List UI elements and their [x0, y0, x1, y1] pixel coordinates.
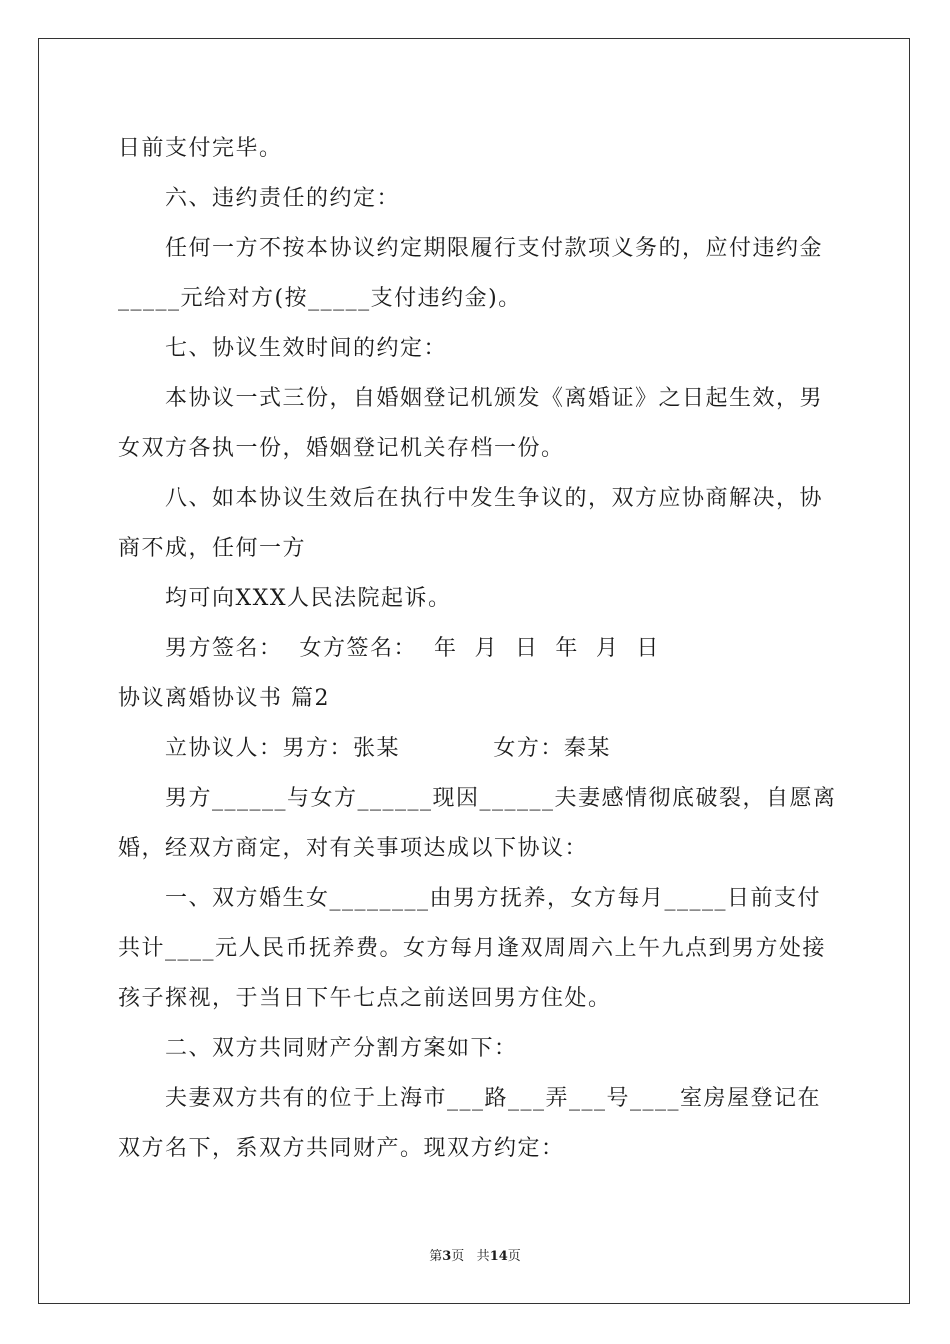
- text-line: 孩子探视，于当日下午七点之前送回男方住处。: [118, 986, 612, 1011]
- section-heading: 六、违约责任的约定：: [165, 186, 401, 211]
- text-line: 夫妻双方共有的位于上海市___路___弄___号____室房屋登记在: [165, 1086, 822, 1111]
- total-page-count: 14: [489, 1249, 508, 1264]
- current-page-number: 3: [442, 1249, 452, 1264]
- footer-prefix: 第: [429, 1249, 443, 1264]
- text-line: 均可向XXX人民法院起诉。: [165, 586, 452, 611]
- page-footer: [0, 1248, 950, 1266]
- section-heading: 二、双方共同财产分割方案如下：: [165, 1036, 518, 1061]
- page-border: [38, 38, 910, 1304]
- document-title: 协议离婚协议书 篇2: [118, 686, 330, 711]
- parties-line: 立协议人：男方：张某 女方：秦某: [165, 736, 611, 761]
- footer-total-suffix: 页: [507, 1249, 521, 1264]
- text-line: 任何一方不按本协议约定期限履行支付款项义务的，应付违约金: [165, 236, 824, 261]
- footer-total-prefix: 共: [476, 1249, 490, 1264]
- text-line: 男方______与女方______现因______夫妻感情彻底破裂，自愿离: [165, 786, 837, 811]
- section-heading: 七、协议生效时间的约定：: [165, 336, 448, 361]
- text-line: 一、双方婚生女________由男方抚养，女方每月_____日前支付: [165, 886, 822, 911]
- text-line: 共计____元人民币抚养费。女方每月逢双周周六上午九点到男方处接: [118, 936, 827, 961]
- footer-page-word: 页: [451, 1249, 465, 1264]
- text-line: 女双方各执一份，婚姻登记机关存档一份。: [118, 436, 565, 461]
- signature-line: 男方签名： 女方签名： 年 月 日 年 月 日: [165, 636, 660, 661]
- text-line: 日前支付完毕。: [118, 136, 283, 161]
- text-line: 本协议一式三份，自婚姻登记机颁发《离婚证》之日起生效，男: [165, 386, 824, 411]
- text-line: 婚，经双方商定，对有关事项达成以下协议：: [118, 836, 589, 861]
- text-line: 商不成，任何一方: [118, 536, 307, 561]
- text-line: _____元给对方(按_____支付违约金)。: [118, 286, 522, 311]
- text-line: 八、如本协议生效后在执行中发生争议的，双方应协商解决，协: [165, 486, 824, 511]
- text-line: 双方名下，系双方共同财产。现双方约定：: [118, 1136, 565, 1161]
